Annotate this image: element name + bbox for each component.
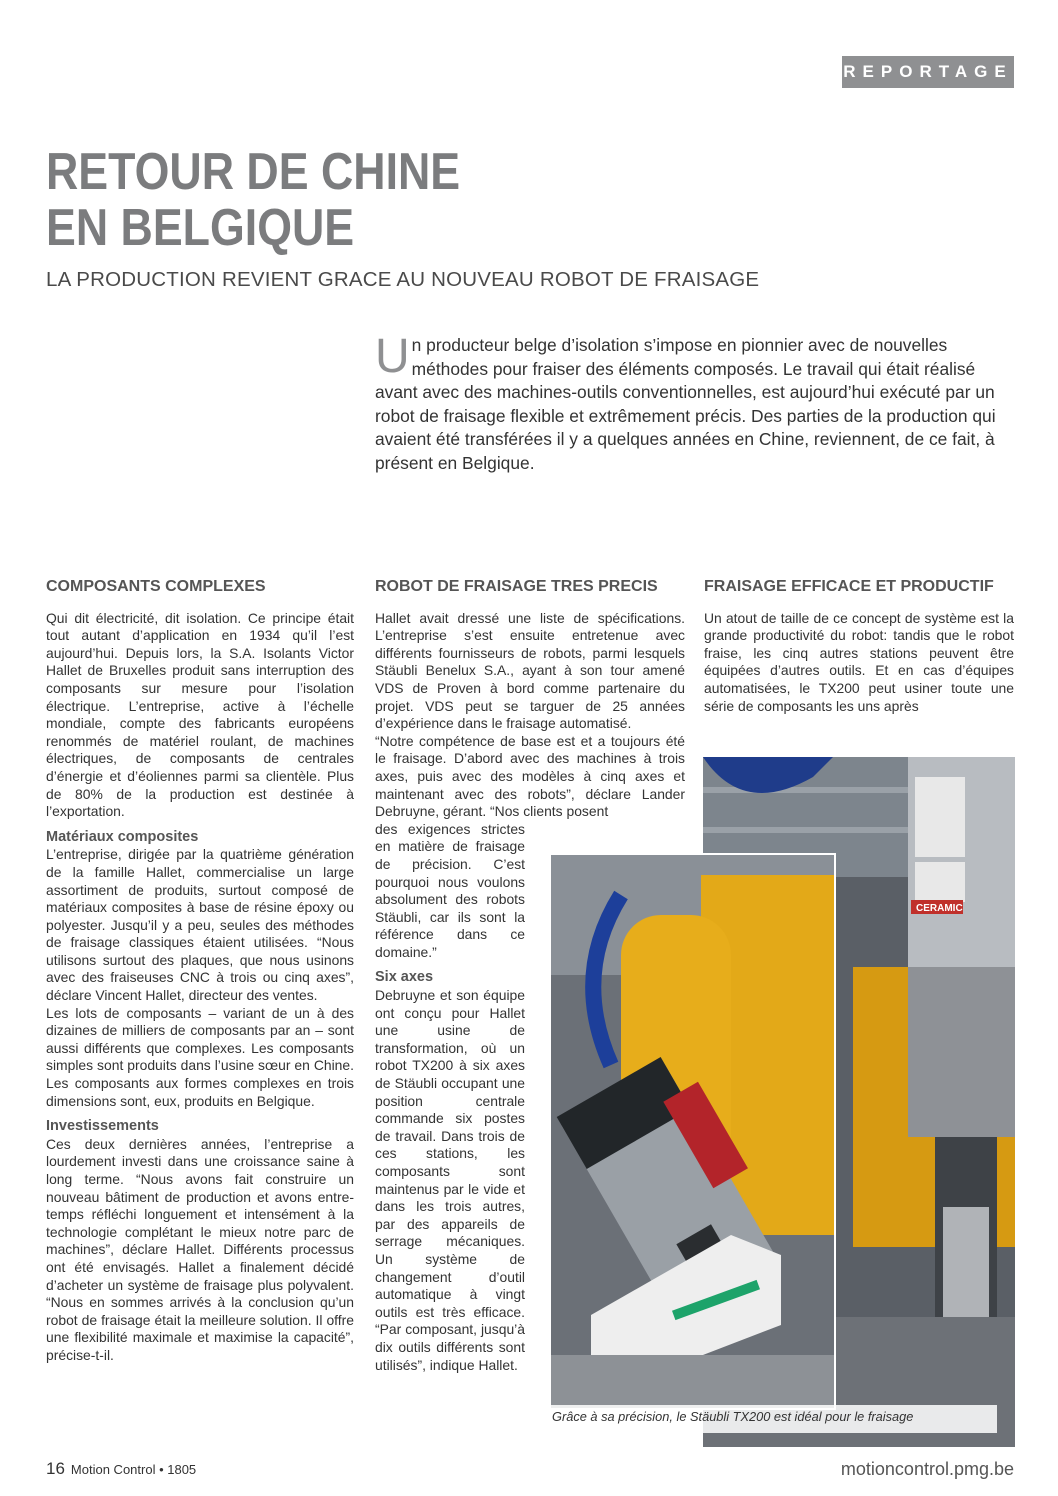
lead-text: n producteur belge d’isolation s’impose en pionnier avec de nouvelles méthodes pour fraiser des éléments composés. Le travail qui était réalisé avant avec des machines-outils conventionnelles, est aujourd’hui exécuté par un robot de fraisage flexible et extrêmement précis. Des parties de la production qui avaient été transférées il y a quelques années en Chine, reviennent, de ce fait, à présent en Belgique. [375,335,996,473]
subheading: Matériaux composites [46,828,199,845]
column-heading: FRAISAGE EFFICACE ET PRODUCTIF [704,578,994,595]
publication-issue: Motion Control • 1805 [70,1462,197,1477]
page-number: 16 [46,1459,65,1478]
subheading: Six axes [375,969,434,986]
column-3 [704,578,1014,715]
lead-paragraph [375,330,1015,476]
paragraph: Debruyne et son équipe ont conçu pour Hallet une usine de transformation, où un robot TX200 à six axes de Stäubli occupant une position centrale commande six postes de travail. Dans trois de ces stations, les composants sont maintenus par le vide et dans les trois autres, par des appareils de serrage mécaniques. Un système de changement d’outil automatique à vingt outils est très efficace. “Par composant, jusqu’à dix outils différents sont utilisés”, indique Hallet. [375,987,525,1373]
title-line-2: EN BELGIQUE [46,199,355,257]
paragraph: Ces deux dernières années, l’entreprise a lourdement investi dans une croissance saine à long terme. “Nous avons fait construire un nouveau bâtiment de production et avons entre-temps réfléchi longuement et intensément à la technologie complétant le mieux notre parc de machines”, déclare Hallet. Différents processus ont été envisagés. Hallet a finalement décidé d’acheter un système de fraisage plus polyvalent. “Nous en sommes arrivés à la conclusion qu’un robot de fraisage était la meilleure solution. Il offre une flexibilité maximale et maximise la capacité”, précise-t-il. [46,1135,354,1363]
robot-arm-illustration [551,855,834,1408]
paragraph: Qui dit électricité, dit isolation. Ce principe était tout autant d’application en 1934 qu’il l’est aujourd’hui. Depuis lors, la S.A. Isolants Victor Hallet de Bruxelles produit sans interruption des composants sur mesure pour l’isolation électrique. L’entreprise, active à l’échelle mondiale, compte des fabricants européens renommés de matériel roulant, de machines électriques, de composants de centrales d’énergie et d’éoliennes parmi sa clientèle. Plus de 80% de la production est destinée à l’exportation. [46,609,354,820]
narrow-text-block [375,821,525,1374]
section-tag: REPORTAGE [842,56,1014,88]
photo-caption: Grâce à sa précision, le Stäubli TX200 est idéal pour le fraisage [549,1405,997,1433]
article-title [46,144,460,256]
article-subtitle: LA PRODUCTION REVIENT GRACE AU NOUVEAU ROBOT DE FRAISAGE [46,268,760,291]
column-heading: COMPOSANTS COMPLEXES [46,578,266,595]
column-1 [46,578,354,1365]
drop-cap: U [375,330,410,383]
footer-left [46,1459,196,1479]
subheading: Investissements [46,1118,159,1135]
paragraph: Un atout de taille de ce concept de système est la grande productivité du robot: tandis que le robot fraise, les cinq autres stations peuvent être équipées d’autres outils. Et en cas d’équipes automatisées, le TX200 peut usiner toute une série de composants les uns après [704,609,1014,714]
column-heading: ROBOT DE FRAISAGE TRES PRECIS [375,578,658,595]
paragraph: des exigences strictes en matière de fraisage de précision. C’est pourquoi nous voulons absolument des robots Stäubli, car ils sont la référence dans ce domaine.” [375,820,525,960]
robot-arm-photo [549,853,836,1410]
paragraph: Les lots de composants – variant de un à des dizaines de milliers de composants par an – sont aussi différents que complexes. Les composants simples sont produits dans l’usine sœur en Chine. Les composants aux formes complexes en trois dimensions sont, eux, produits en Belgique. [46,1004,354,1109]
paragraph: Hallet avait dressé une liste de spécifications. L’entreprise s’est ensuite entretenue avec différents fournisseurs de robots, parmi lesquels Stäubli Benelux S.A., ayant à son tour amené VDS de Proven à bord comme partenaire du projet. VDS peut se targuer de 25 années d’expérience dans le fraisage automatisé. [375,609,685,732]
paragraph: L’entreprise, dirigée par la quatrième génération de la famille Hallet, commercialise un large assortiment de produits, surtout composé de matériaux composites à base de résine époxy ou polyester. Jusqu’il y a peu, seules des méthodes de fraisage classiques étaient utilisées. “Nous utilisons surtout des plaques, que nous usinons avec des fraiseuses CNC à trois ou cinq axes”, déclare Vincent Hallet, directeur des ventes. [46,846,354,1004]
website-link[interactable]: motioncontrol.pmg.be [840,1459,1014,1479]
title-line-1: RETOUR DE CHINE [46,143,461,201]
paragraph: “Notre compétence de base est et a toujours été le fraisage. D’abord avec des machines à trois axes, puis avec des modèles à cinq axes et maintenant avec des robots”, déclare Lander Debruyne, gérant. “Nos clients posent [375,732,685,820]
ceramic-label: CERAMIC [916,903,963,914]
